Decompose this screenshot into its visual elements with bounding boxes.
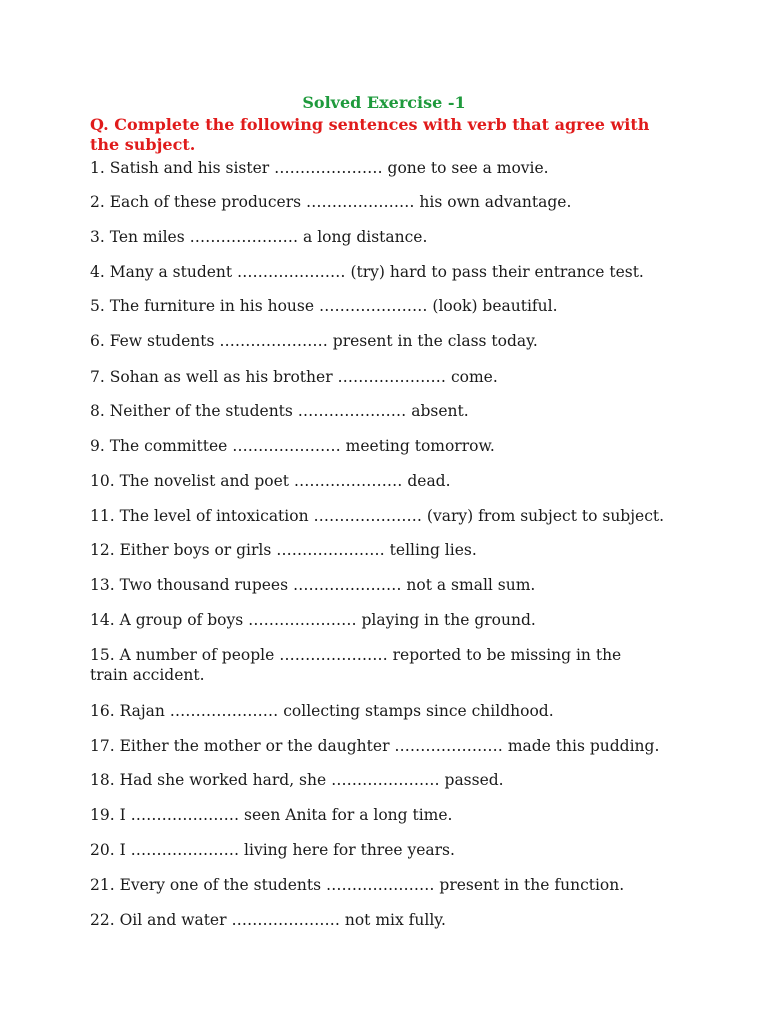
sentence-item: 18. Had she worked hard, she ………………… passed. xyxy=(90,771,504,789)
sentence-item: 11. The level of intoxication ………………… (vary) from subject to subject. xyxy=(90,507,665,525)
exercise-title: Solved Exercise -1 xyxy=(302,93,466,112)
sentence-item: 5. The furniture in his house ………………… (look) beautiful. xyxy=(90,297,558,315)
sentence-item: 1. Satish and his sister ………………… gone to see a movie. xyxy=(90,159,549,177)
sentence-item: 2. Each of these producers ………………… his own advantage. xyxy=(90,193,572,211)
sentence-item: 14. A group of boys ………………… playing in the ground. xyxy=(90,611,536,629)
sentence-item: 9. The committee ………………… meeting tomorrow. xyxy=(90,437,495,455)
sentence-item: 20. I ………………… living here for three years. xyxy=(90,841,455,859)
sentence-item: 21. Every one of the students ………………… present in the function. xyxy=(90,876,625,894)
sentence-item: 3. Ten miles ………………… a long distance. xyxy=(90,228,428,246)
sentence-item: 22. Oil and water ………………… not mix fully. xyxy=(90,911,446,929)
sentence-item: 8. Neither of the students ………………… absent. xyxy=(90,402,469,420)
sentence-item: 6. Few students ………………… present in the class today. xyxy=(90,332,538,350)
sentence-item: 16. Rajan ………………… collecting stamps since childhood. xyxy=(90,702,554,720)
question-instruction: Q. Complete the following sentences with verb that agree with the subject. xyxy=(90,115,650,154)
sentence-item: 13. Two thousand rupees ………………… not a small sum. xyxy=(90,576,536,594)
sentence-item: 10. The novelist and poet ………………… dead. xyxy=(90,472,451,490)
sentence-item: 7. Sohan as well as his brother ………………… come. xyxy=(90,368,498,386)
sentence-item: 19. I ………………… seen Anita for a long time. xyxy=(90,806,453,824)
sentence-item: 17. Either the mother or the daughter ………………… made this pudding. xyxy=(90,737,660,755)
sentence-item: 12. Either boys or girls ………………… telling lies. xyxy=(90,541,477,559)
sentence-item: 4. Many a student ………………… (try) hard to pass their entrance test. xyxy=(90,263,644,281)
sentence-item: 15. A number of people ………………… reported to be missing in the train accident. xyxy=(90,646,622,684)
